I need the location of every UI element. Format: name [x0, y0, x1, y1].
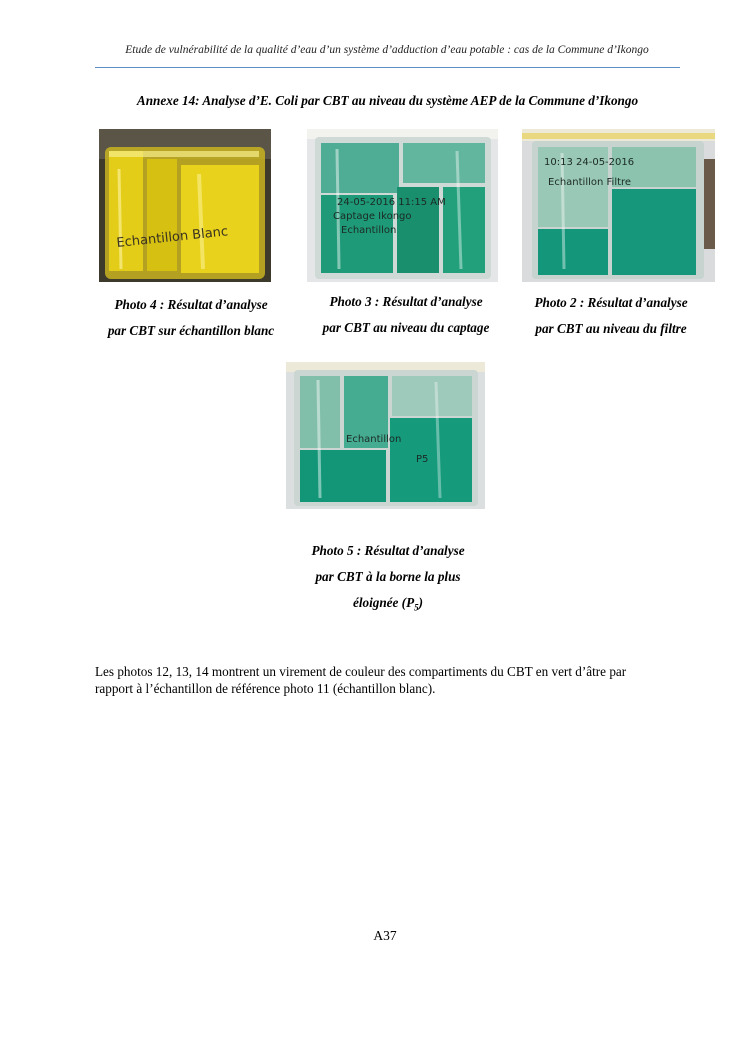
caption-line: par CBT au niveau du filtre [535, 321, 687, 336]
cbt-bag-yellow-image [99, 129, 271, 282]
annex-title: Annexe 14: Analyse d’E. Coli par CBT au niveau du système AEP de la Commune d’Ikongo [136, 93, 639, 108]
handwriting-date: 24-05-2016 11:15 AM [337, 197, 446, 208]
handwriting-label: Echantillon [341, 225, 397, 236]
body-paragraph: Les photos 12, 13, 14 montrent un virement de couleur des compartiments du CBT en vert d’âtre par rapport à l’échantillon de référence photo 11 (échantillon blanc). [95, 664, 627, 696]
cbt-bag-green-borne-image [286, 362, 485, 509]
running-header: Etude de vulnérabilité de la qualité d’eau d’un système d’adduction d’eau potable : cas de la Commune d’Ikongo [125, 44, 649, 56]
handwriting-point: P5 [416, 454, 429, 465]
photo-5-far-borne-sample [286, 362, 485, 509]
handwriting-date: 10:13 24-05-2016 [544, 157, 635, 168]
photo-4-caption [94, 292, 288, 344]
handwriting-site: Captage Ikongo [333, 211, 412, 222]
header-divider [95, 67, 680, 68]
page-number: A37 [373, 928, 397, 943]
caption-line: Photo 2 : Résultat d’analyse [534, 295, 688, 310]
caption-text: éloignée (P [352, 595, 415, 610]
caption-text: ) [418, 595, 424, 610]
cbt-bag-green-filter-image [522, 129, 715, 282]
caption-line: par CBT sur échantillon blanc [107, 323, 275, 338]
caption-line [286, 590, 490, 621]
photo-4-blank-sample [99, 129, 271, 282]
handwriting-label: Echantillon Filtre [548, 177, 632, 188]
handwriting-label: Echantillon [346, 434, 402, 445]
photo-2-caption [518, 290, 704, 342]
handwriting-label: Echantillon Blanc [115, 224, 229, 251]
caption-line: par CBT à la borne la plus [315, 569, 461, 584]
caption-line: Photo 3 : Résultat d’analyse [329, 294, 483, 309]
photo-3-captage-sample [307, 129, 498, 282]
caption-line: Photo 4 : Résultat d’analyse [114, 297, 268, 312]
photo-2-filter-sample [522, 129, 715, 282]
caption-line: Photo 5 : Résultat d’analyse [311, 543, 465, 558]
photo-3-caption [305, 289, 507, 341]
cbt-bag-green-captage-image [307, 129, 498, 282]
photo-5-caption [286, 538, 490, 621]
caption-subscript: 5 [414, 602, 419, 613]
caption-line: par CBT au niveau du captage [322, 320, 490, 335]
